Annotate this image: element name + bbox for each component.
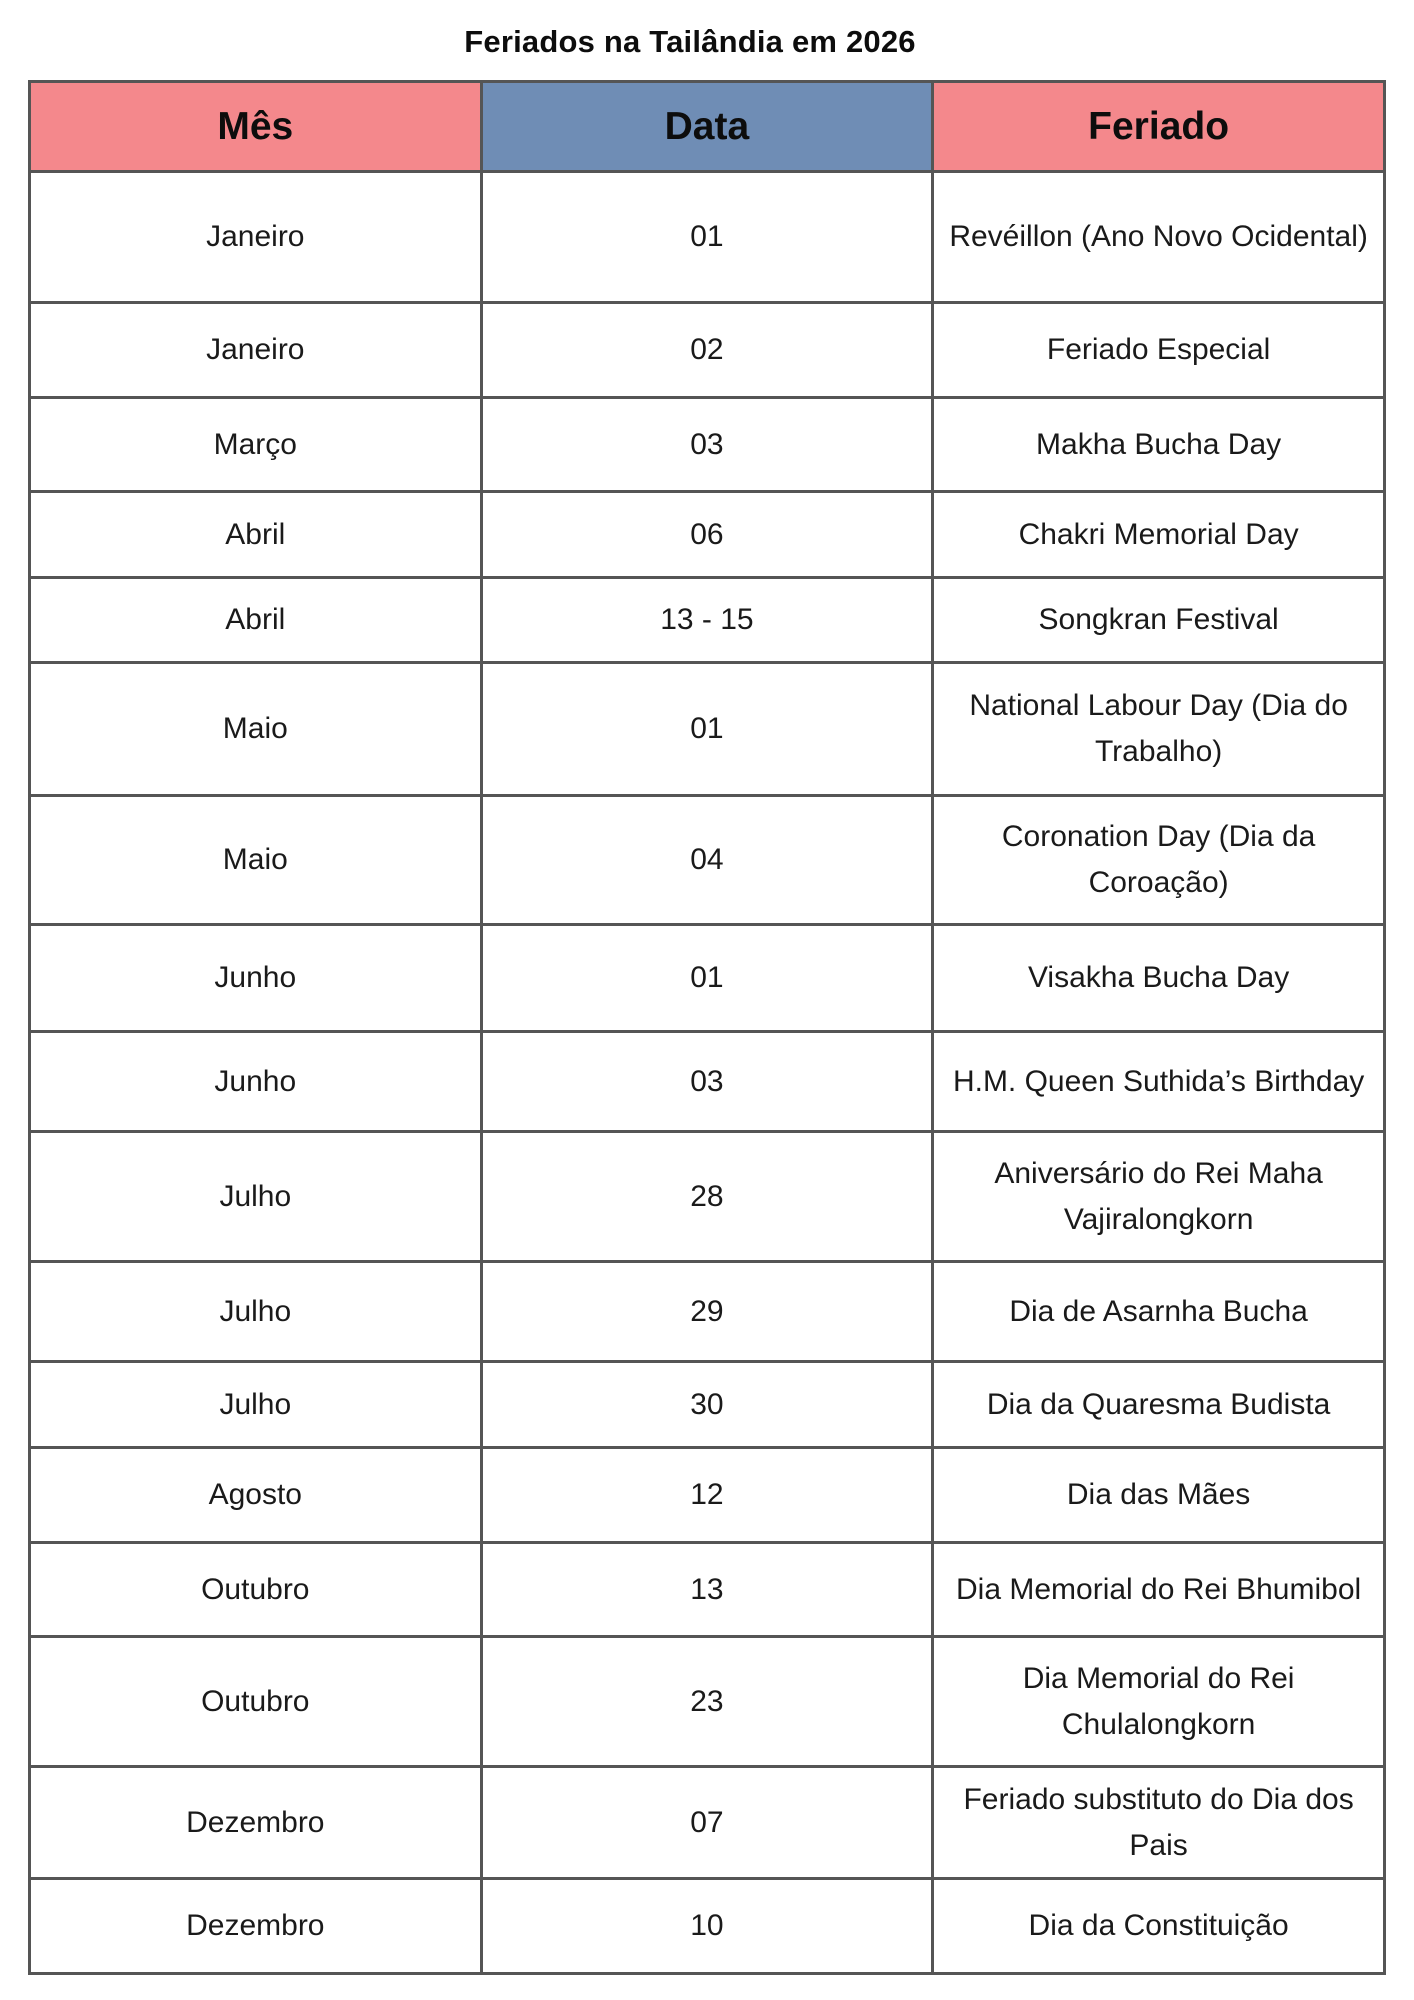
cell-date: 13	[481, 1543, 933, 1637]
cell-month: Junho	[30, 1032, 482, 1132]
table-row	[30, 1032, 1385, 1132]
cell-month: Outubro	[30, 1543, 482, 1637]
table-header	[30, 82, 1385, 172]
cell-holiday: Dia da Quaresma Budista	[933, 1362, 1385, 1448]
table-row	[30, 1448, 1385, 1543]
cell-holiday: Feriado Especial	[933, 303, 1385, 398]
cell-date: 01	[481, 925, 933, 1032]
header-holiday: Feriado	[933, 82, 1385, 172]
cell-month: Dezembro	[30, 1767, 482, 1879]
header-date: Data	[481, 82, 933, 172]
cell-date: 03	[481, 1032, 933, 1132]
cell-holiday: Visakha Bucha Day	[933, 925, 1385, 1032]
table-row	[30, 1767, 1385, 1879]
cell-holiday: Makha Bucha Day	[933, 398, 1385, 492]
cell-month: Agosto	[30, 1448, 482, 1543]
table-row	[30, 1543, 1385, 1637]
cell-holiday: Aniversário do Rei Maha Vajiralongkorn	[933, 1132, 1385, 1262]
cell-month: Abril	[30, 578, 482, 663]
cell-holiday: Songkran Festival	[933, 578, 1385, 663]
table-row	[30, 1262, 1385, 1362]
table-row	[30, 925, 1385, 1032]
table-body	[30, 172, 1385, 1974]
cell-month: Outubro	[30, 1637, 482, 1767]
cell-holiday: National Labour Day (Dia do Trabalho)	[933, 663, 1385, 796]
table-row	[30, 1879, 1385, 1974]
table-row	[30, 172, 1385, 303]
table-row	[30, 1637, 1385, 1767]
cell-month: Maio	[30, 796, 482, 925]
cell-date: 30	[481, 1362, 933, 1448]
cell-holiday: H.M. Queen Suthida’s Birthday	[933, 1032, 1385, 1132]
cell-date: 07	[481, 1767, 933, 1879]
cell-holiday: Dia Memorial do Rei Chulalongkorn	[933, 1637, 1385, 1767]
table-row	[30, 578, 1385, 663]
table-row	[30, 796, 1385, 925]
table-row	[30, 398, 1385, 492]
cell-holiday: Dia Memorial do Rei Bhumibol	[933, 1543, 1385, 1637]
table-row	[30, 1362, 1385, 1448]
header-row	[30, 82, 1385, 172]
cell-month: Julho	[30, 1262, 482, 1362]
table-row	[30, 492, 1385, 578]
cell-month: Maio	[30, 663, 482, 796]
cell-month: Junho	[30, 925, 482, 1032]
cell-date: 12	[481, 1448, 933, 1543]
cell-holiday: Chakri Memorial Day	[933, 492, 1385, 578]
page-title: Feriados na Tailândia em 2026	[464, 24, 916, 59]
cell-date: 29	[481, 1262, 933, 1362]
table-row	[30, 1132, 1385, 1262]
cell-holiday: Dia das Mães	[933, 1448, 1385, 1543]
table-row	[30, 303, 1385, 398]
cell-month: Janeiro	[30, 303, 482, 398]
cell-date: 28	[481, 1132, 933, 1262]
cell-month: Julho	[30, 1132, 482, 1262]
cell-date: 13 - 15	[481, 578, 933, 663]
cell-date: 06	[481, 492, 933, 578]
cell-holiday: Coronation Day (Dia da Coroação)	[933, 796, 1385, 925]
cell-holiday: Dia de Asarnha Bucha	[933, 1262, 1385, 1362]
cell-date: 04	[481, 796, 933, 925]
cell-month: Julho	[30, 1362, 482, 1448]
cell-date: 01	[481, 663, 933, 796]
cell-month: Abril	[30, 492, 482, 578]
cell-holiday: Feriado substituto do Dia dos Pais	[933, 1767, 1385, 1879]
header-month: Mês	[30, 82, 482, 172]
table-row	[30, 663, 1385, 796]
cell-holiday: Revéillon (Ano Novo Ocidental)	[933, 172, 1385, 303]
cell-month: Março	[30, 398, 482, 492]
cell-date: 23	[481, 1637, 933, 1767]
cell-date: 03	[481, 398, 933, 492]
cell-date: 02	[481, 303, 933, 398]
cell-date: 01	[481, 172, 933, 303]
cell-holiday: Dia da Constituição	[933, 1879, 1385, 1974]
cell-month: Dezembro	[30, 1879, 482, 1974]
cell-month: Janeiro	[30, 172, 482, 303]
holidays-table	[28, 80, 1386, 1975]
cell-date: 10	[481, 1879, 933, 1974]
